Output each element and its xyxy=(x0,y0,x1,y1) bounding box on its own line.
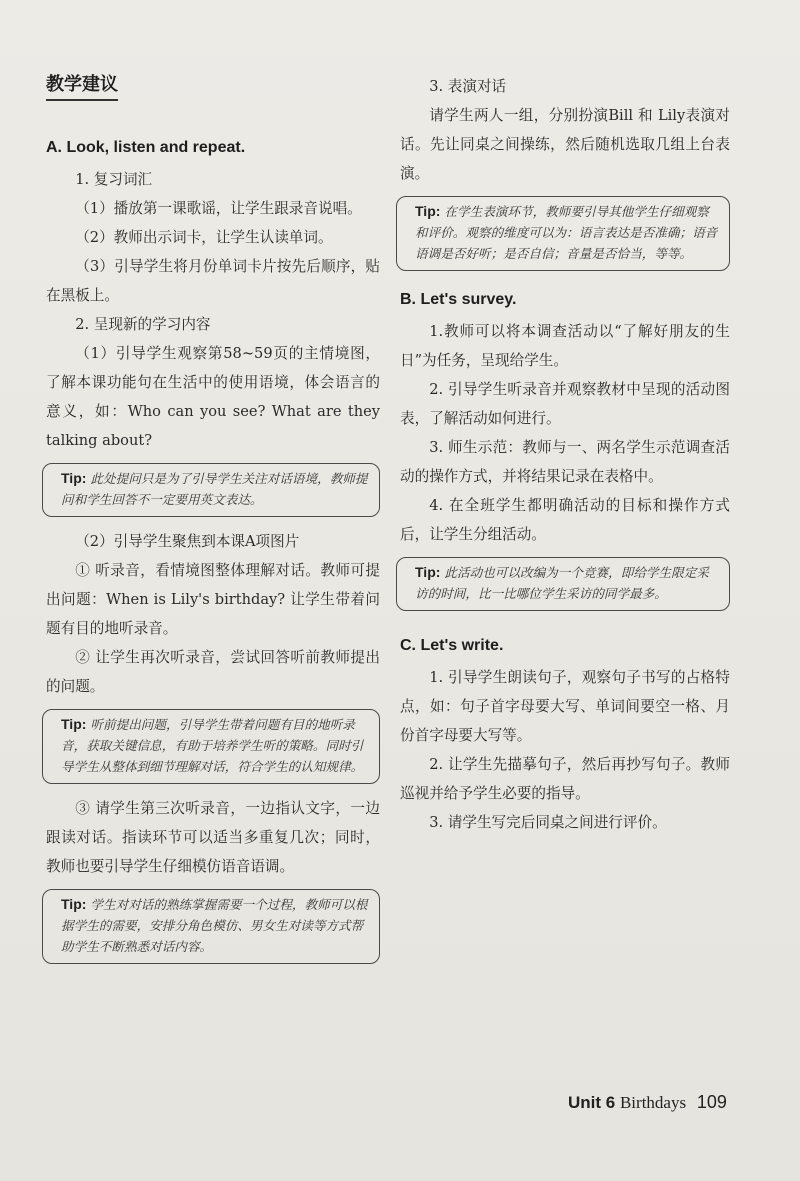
footer-topic: Birthdays xyxy=(619,1093,687,1112)
paragraph: 1. 引导学生朗读句子，观察句子书写的占格特点，如：句子首字母要大写、单词间要空一格、月份首字母要大写等。 xyxy=(400,669,730,744)
tip-text: 此活动也可以改编为一个竞赛，即给学生限定采访的时间，比一比哪位学生采访的同学最多。 xyxy=(415,565,709,601)
tip-text: 听前提出问题，引导学生带着问题有目的地听录音，获取关键信息，有助于培养学生听的策略。同时引导学生从整体到细节理解对话，符合学生的认知规律。 xyxy=(61,717,364,774)
paragraph: 3. 师生示范：教师与一、两名学生示范调查活动的操作方式，并将结果记录在表格中。 xyxy=(400,439,730,485)
page-number: 109 xyxy=(696,1092,727,1112)
tip-label: Tip: xyxy=(415,203,441,219)
paragraph: ② 让学生再次听录音，尝试回答听前教师提出的问题。 xyxy=(46,649,380,695)
tip-text: 在学生表演环节，教师要引导其他学生仔细观察和评价。观察的维度可以为：语言表达是否准确；语音语调是否好听；是否自信；音量是否恰当，等等。 xyxy=(415,204,718,261)
left-column xyxy=(46,70,380,974)
section-heading: 教学建议 xyxy=(46,70,118,101)
paragraph: 请学生两人一组，分别扮演Bill 和 Lily表演对话。先让同桌之间操练，然后随机选取几组上台表演。 xyxy=(400,107,730,182)
paragraph: （1）播放第一课歌谣，让学生跟录音说唱。 xyxy=(75,200,362,217)
tip-label: Tip: xyxy=(61,896,87,912)
paragraph: 2. 让学生先描摹句子，然后再抄写句子。教师巡视并给予学生必要的指导。 xyxy=(400,756,730,802)
paragraph: ① 听录音，看情境图整体理解对话。教师可提出问题：When is Lily's birthday? 让学生带着问题有目的地听录音。 xyxy=(46,562,380,637)
section-b-title: B. Let's survey. xyxy=(400,291,517,308)
paragraph: 3. 表演对话 xyxy=(429,78,507,95)
tip-label: Tip: xyxy=(61,470,87,486)
tip-label: Tip: xyxy=(61,716,87,732)
page-footer xyxy=(568,1092,727,1113)
section-c-title: C. Let's write. xyxy=(400,637,504,654)
section-a-title: A. Look, listen and repeat. xyxy=(46,139,246,156)
right-column xyxy=(400,72,730,837)
footer-unit: Unit 6 xyxy=(568,1093,616,1112)
tip-box xyxy=(42,709,380,784)
tip-box xyxy=(396,196,730,271)
paragraph: 1. 复习词汇 xyxy=(75,171,153,188)
paragraph: 2. 引导学生听录音并观察教材中呈现的活动图表，了解活动如何进行。 xyxy=(400,381,730,427)
tip-box xyxy=(42,889,380,964)
tip-text: 学生对对话的熟练掌握需要一个过程，教师可以根据学生的需要，安排分角色模仿、男女生对读等方式帮助学生不断熟悉对话内容。 xyxy=(61,897,368,954)
paragraph: 4. 在全班学生都明确活动的目标和操作方式后，让学生分组活动。 xyxy=(400,497,730,543)
paragraph: （2）引导学生聚焦到本课A项图片 xyxy=(75,533,300,550)
paragraph: （3）引导学生将月份单词卡片按先后顺序，贴在黑板上。 xyxy=(46,258,380,304)
tip-label: Tip: xyxy=(415,564,441,580)
paragraph: （2）教师出示词卡，让学生认读单词。 xyxy=(75,229,333,246)
tip-box xyxy=(42,463,380,517)
paragraph: （1）引导学生观察第58~59页的主情境图，了解本课功能句在生活中的使用语境，体会语言的意义，如：Who can you see? What are they talking about? xyxy=(46,345,380,449)
paragraph: ③ 请学生第三次听录音，一边指认文字，一边跟读对话。指读环节可以适当多重复几次；同时，教师也要引导学生仔细模仿语音语调。 xyxy=(46,800,380,875)
tip-text: 此处提问只是为了引导学生关注对话语境，教师提问和学生回答不一定要用英文表达。 xyxy=(61,471,368,507)
paragraph: 2. 呈现新的学习内容 xyxy=(75,316,211,333)
paragraph: 1.教师可以将本调查活动以“了解好朋友的生日”为任务，呈现给学生。 xyxy=(400,323,730,369)
paragraph: 3. 请学生写完后同桌之间进行评价。 xyxy=(429,814,667,831)
tip-box xyxy=(396,557,730,611)
